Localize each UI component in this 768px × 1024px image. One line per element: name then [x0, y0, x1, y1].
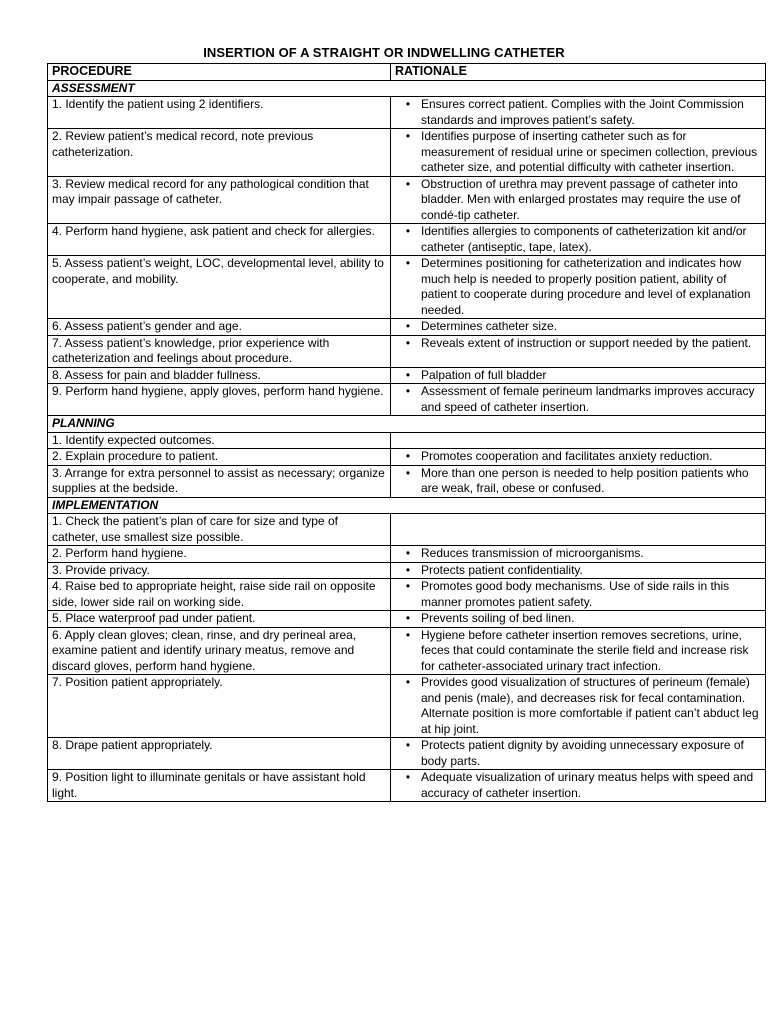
table-row [48, 579, 766, 611]
rationale-cell [391, 738, 766, 770]
procedure-cell: 5. Place waterproof pad under patient. [48, 611, 391, 628]
table-row [48, 770, 766, 802]
table-row [48, 256, 766, 319]
header-row [48, 64, 766, 81]
rationale-text: Prevents soiling of bed linen. [421, 611, 575, 625]
procedure-cell: 5. Assess patient’s weight, LOC, developmental level, ability to cooperate, and mobility. [48, 256, 391, 319]
rationale-bullet-item [395, 675, 762, 737]
table-row [48, 465, 766, 497]
bullet-icon: • [405, 449, 411, 463]
rationale-bullet-item [395, 97, 762, 128]
bullet-icon: • [405, 384, 411, 398]
rationale-text: Promotes good body mechanisms. Use of side rails in this manner promotes patient safety. [421, 579, 730, 609]
section-row [48, 80, 766, 97]
procedure-cell: 4. Perform hand hygiene, ask patient and check for allergies. [48, 224, 391, 256]
table-row [48, 449, 766, 466]
rationale-cell [391, 367, 766, 384]
section-heading: IMPLEMENTATION [48, 497, 766, 514]
rationale-cell [391, 514, 766, 546]
table-row [48, 367, 766, 384]
table-row [48, 611, 766, 628]
table-row [48, 738, 766, 770]
procedure-column-header: PROCEDURE [48, 64, 391, 81]
procedure-cell: 7. Assess patient’s knowledge, prior experience with catheterization and feelings about procedure. [48, 335, 391, 367]
bullet-icon: • [405, 367, 411, 382]
rationale-bullet-item [395, 579, 762, 610]
rationale-text: Determines catheter size. [421, 319, 558, 333]
rationale-text: Assessment of female perineum landmarks improves accuracy and speed of catheter insertion. [421, 384, 755, 414]
document-title: INSERTION OF A STRAIGHT OR INDWELLING CATHETER [203, 45, 565, 60]
procedure-cell: 9. Perform hand hygiene, apply gloves, perform hand hygiene. [48, 384, 391, 416]
rationale-bullet-item [395, 628, 762, 675]
bullet-icon: • [405, 738, 411, 752]
procedure-cell: 8. Assess for pain and bladder fullness. [48, 367, 391, 384]
procedure-cell: 2. Perform hand hygiene. [48, 546, 391, 563]
procedure-cell: 1. Identify expected outcomes. [48, 432, 391, 449]
rationale-bullet-item [395, 563, 762, 579]
table-row [48, 129, 766, 177]
section-row [48, 497, 766, 514]
table-row [48, 224, 766, 256]
bullet-icon: • [405, 224, 411, 238]
table-row [48, 432, 766, 449]
table-row [48, 675, 766, 738]
rationale-text: Identifies allergies to components of catheterization kit and/or catheter (antiseptic, tape, latex). [421, 224, 747, 254]
bullet-icon: • [405, 627, 411, 642]
procedure-cell: 9. Position light to illuminate genitals or have assistant hold light. [48, 770, 391, 802]
section-heading: ASSESSMENT [48, 80, 766, 97]
rationale-bullet-item [395, 336, 762, 352]
rationale-bullet-item [395, 611, 762, 627]
rationale-bullet-item [395, 449, 762, 465]
bullet-icon: • [405, 176, 411, 191]
rationale-text: Obstruction of urethra may prevent passage of catheter into bladder. Men with enlarged prostates may require the use of condé-tip catheter. [421, 176, 741, 222]
bullet-icon: • [405, 770, 411, 784]
rationale-cell [391, 432, 766, 449]
procedure-cell: 3. Review medical record for any pathological condition that may impair passage of catheter. [48, 176, 391, 224]
rationale-cell [391, 546, 766, 563]
bullet-icon: • [405, 129, 411, 143]
rationale-bullet-item [395, 384, 762, 415]
table-row [48, 627, 766, 675]
rationale-cell [391, 579, 766, 611]
rationale-text: Promotes cooperation and facilitates anxiety reduction. [421, 449, 713, 463]
rationale-bullet-item [395, 319, 762, 335]
rationale-column-header: RATIONALE [391, 64, 766, 81]
procedure-cell: 3. Provide privacy. [48, 562, 391, 579]
bullet-icon: • [405, 465, 411, 480]
rationale-text: Hygiene before catheter insertion removes secretions, urine, feces that could contaminate the sterile field and increase risk for catheter-associated urinary tract infection. [421, 627, 749, 673]
rationale-bullet-item [395, 256, 762, 318]
rationale-cell [391, 224, 766, 256]
rationale-bullet-item [395, 466, 762, 497]
table-row [48, 546, 766, 563]
procedure-cell: 1. Identify the patient using 2 identifiers. [48, 97, 391, 129]
table-row [48, 176, 766, 224]
bullet-icon: • [405, 319, 411, 333]
table-row [48, 514, 766, 546]
rationale-text: Palpation of full bladder [421, 367, 547, 382]
table-row [48, 562, 766, 579]
rationale-text: Provides good visualization of structures of perineum (female) and penis (male), and decreases risk for fecal contamination. Alternate position is more comfortable if patient can’t abduct leg at hip joint. [421, 675, 759, 736]
rationale-text: Adequate visualization of urinary meatus helps with speed and accuracy of catheter insertion. [421, 770, 754, 800]
rationale-text: Ensures correct patient. Complies with the Joint Commission standards and improves patient’s safety. [421, 97, 744, 127]
rationale-cell [391, 675, 766, 738]
procedure-cell: 3. Arrange for extra personnel to assist as necessary; organize supplies at the bedside. [48, 465, 391, 497]
rationale-bullet-item [395, 224, 762, 255]
rationale-cell [391, 319, 766, 336]
procedure-cell: 2. Review patient’s medical record, note previous catheterization. [48, 129, 391, 177]
procedure-cell: 1. Check the patient’s plan of care for size and type of catheter, use smallest size possible. [48, 514, 391, 546]
bullet-icon: • [405, 546, 411, 560]
rationale-cell [391, 627, 766, 675]
bullet-icon: • [405, 562, 411, 577]
rationale-cell [391, 449, 766, 466]
bullet-icon: • [405, 611, 411, 625]
rationale-text: Protects patient confidentiality. [421, 562, 583, 577]
rationale-cell [391, 176, 766, 224]
rationale-cell [391, 335, 766, 367]
bullet-icon: • [405, 256, 411, 270]
rationale-cell [391, 562, 766, 579]
rationale-cell [391, 465, 766, 497]
rationale-cell [391, 611, 766, 628]
rationale-cell [391, 97, 766, 129]
rationale-cell [391, 256, 766, 319]
rationale-text: More than one person is needed to help position patients who are weak, frail, obese or confused. [421, 465, 749, 495]
section-row [48, 416, 766, 433]
section-heading: PLANNING [48, 416, 766, 433]
rationale-bullet-item [395, 770, 762, 801]
table-row [48, 319, 766, 336]
bullet-icon: • [405, 335, 411, 350]
bullet-icon: • [405, 675, 411, 689]
rationale-bullet-item [395, 177, 762, 224]
rationale-text: Identifies purpose of inserting catheter such as for measurement of residual urine or specimen collection, previous catheter size, and potential difficulty with catheter insertion. [421, 129, 758, 174]
procedure-cell: 8. Drape patient appropriately. [48, 738, 391, 770]
rationale-text: Reduces transmission of microorganisms. [421, 546, 644, 560]
table-body [48, 80, 766, 802]
rationale-cell [391, 384, 766, 416]
procedure-cell: 6. Assess patient’s gender and age. [48, 319, 391, 336]
rationale-bullet-item [395, 368, 762, 384]
rationale-text: Protects patient dignity by avoiding unnecessary exposure of body parts. [421, 738, 744, 768]
rationale-cell [391, 770, 766, 802]
rationale-text: Reveals extent of instruction or support needed by the patient. [421, 335, 752, 350]
bullet-icon: • [405, 97, 411, 111]
table-row [48, 97, 766, 129]
rationale-cell [391, 129, 766, 177]
rationale-bullet-item [395, 129, 762, 176]
procedure-cell: 7. Position patient appropriately. [48, 675, 391, 738]
table-row [48, 384, 766, 416]
rationale-text: Determines positioning for catheterization and indicates how much help is needed to properly position patient, ability of patient to cooperate during procedure and level of explanation needed. [421, 256, 751, 317]
bullet-icon: • [405, 579, 411, 593]
table-row [48, 335, 766, 367]
rationale-bullet-item [395, 546, 762, 562]
procedure-table [47, 63, 766, 802]
procedure-cell: 4. Raise bed to appropriate height, raise side rail on opposite side, lower side rail on working side. [48, 579, 391, 611]
procedure-cell: 6. Apply clean gloves; clean, rinse, and dry perineal area, examine patient and identify urinary meatus, remove and discard gloves, perform hand hygiene. [48, 627, 391, 675]
procedure-cell: 2. Explain procedure to patient. [48, 449, 391, 466]
rationale-bullet-item [395, 738, 762, 769]
